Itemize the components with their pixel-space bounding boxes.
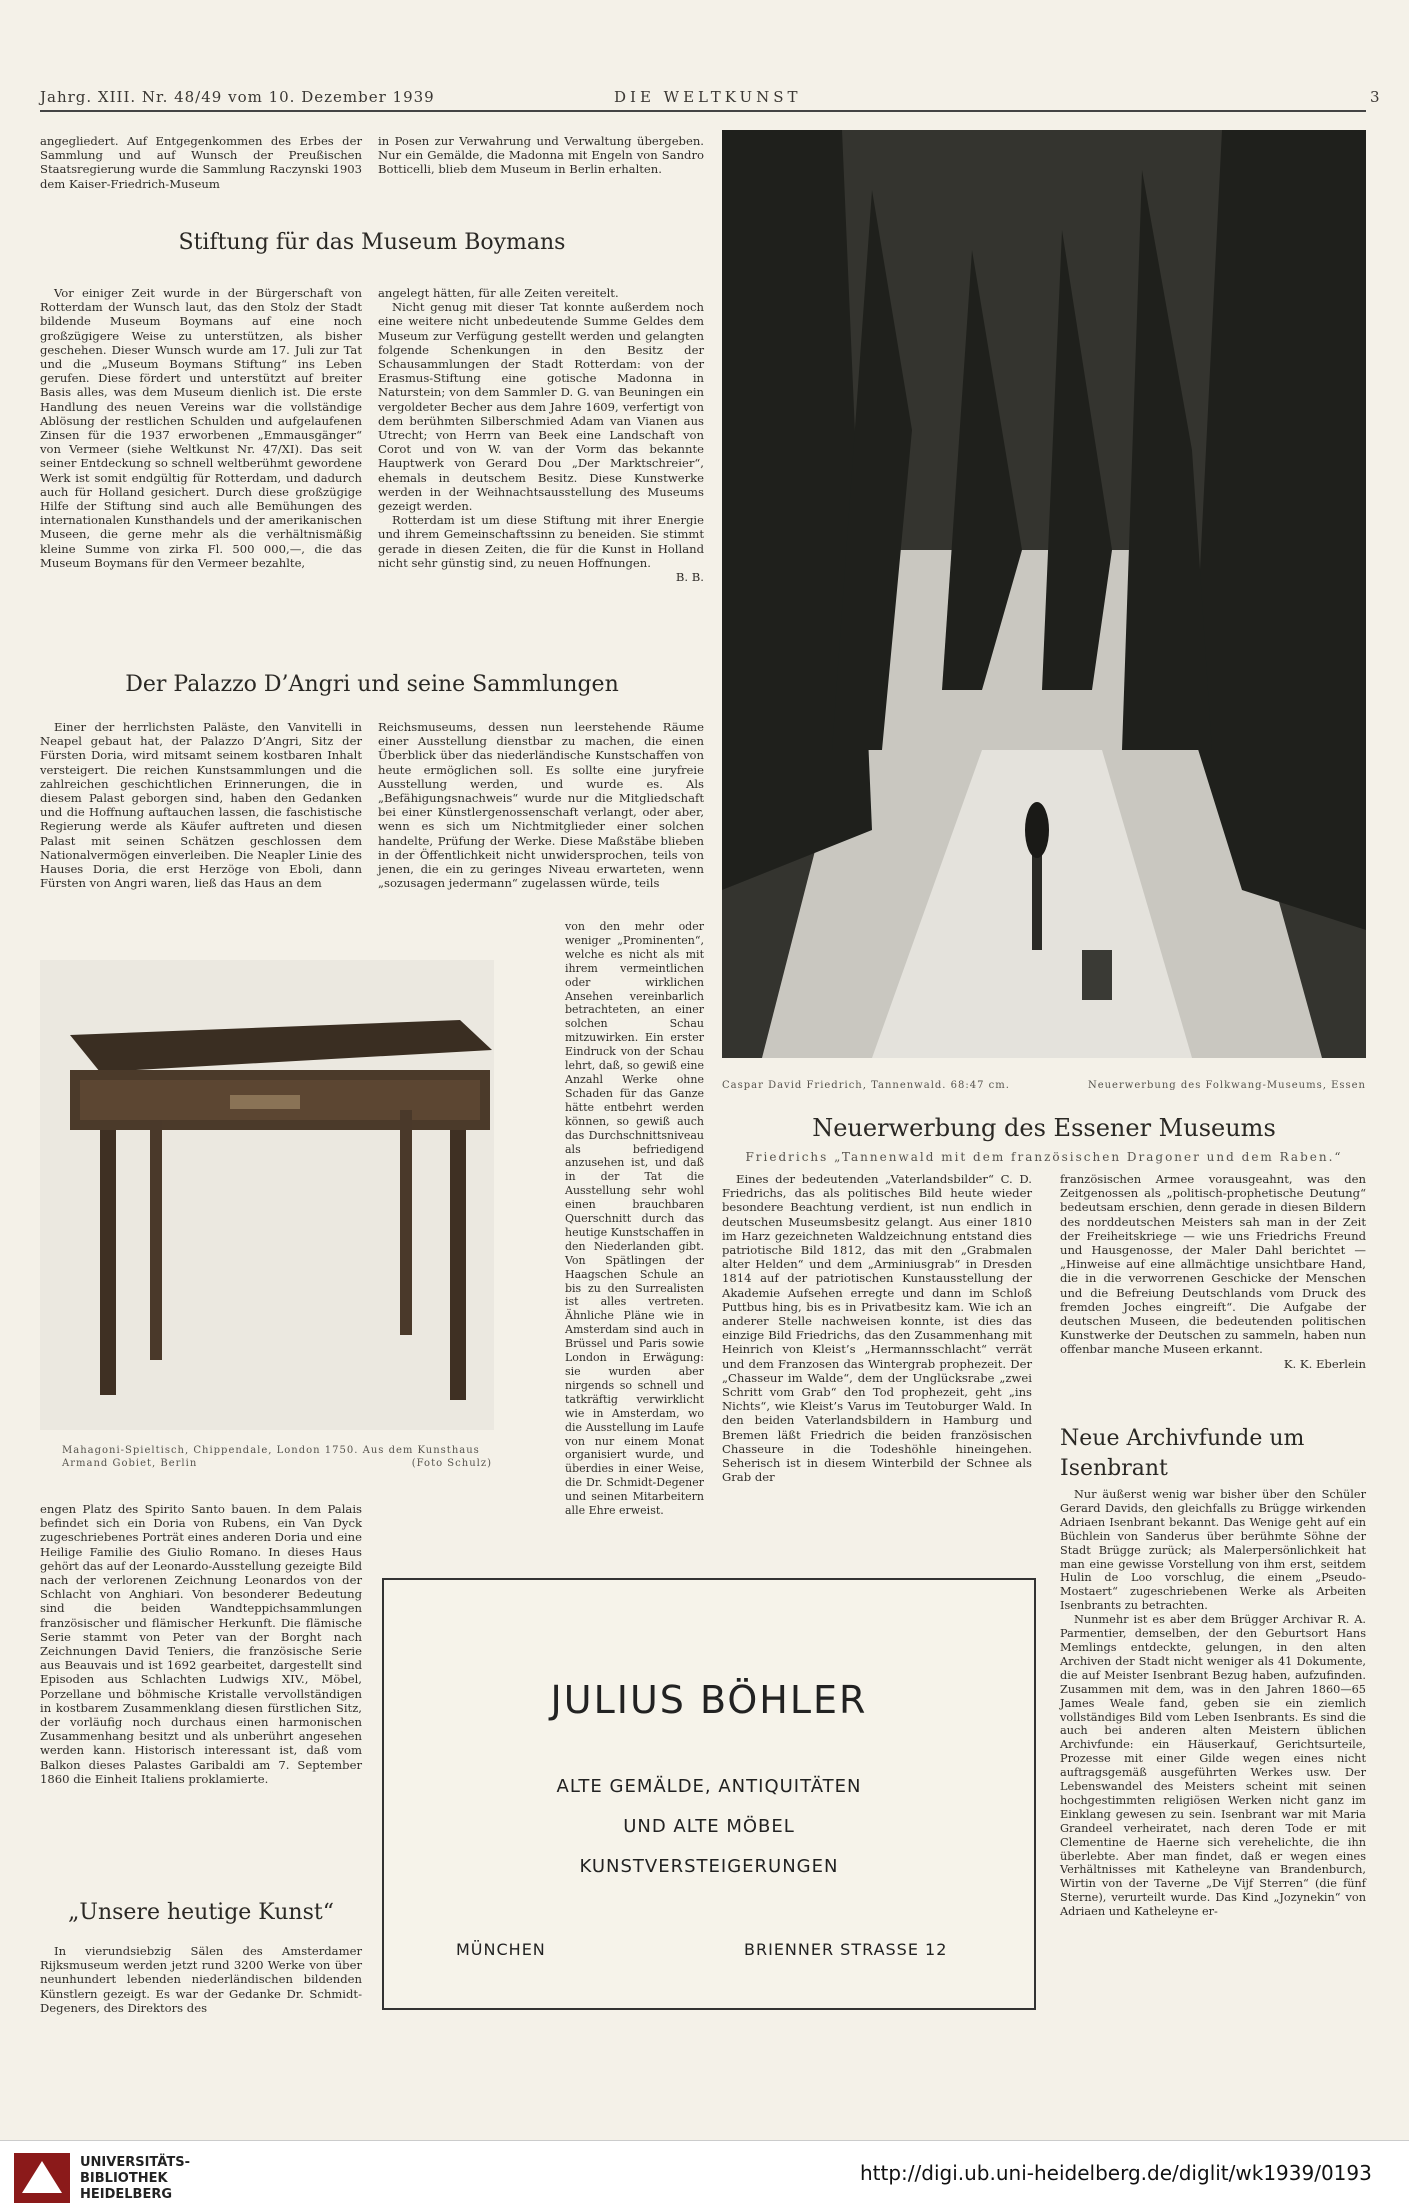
boymans-col1-text: Vor einiger Zeit wurde in der Bürgerschaft von Rotterdam der Wunsch laut, das den Stolz der Stadt bildende Museum Boymans auf eine noch großzügigere Weise zu unterstützen, als bisher geschehen. Dieser Wunsch wurde am 17. Juli zur Tat und die „Museum Boymans Stiftung“ ins Leben gerufen. Diese fördert und unterstützt auf breiter Basis alles, was dem Museum dienlich ist. Die erste Handlung des neuen Vereins war die vollständige Ablösung der restlichen Schulden und aufgelaufenen Zinsen für die 1937 erworbenen „Emmausgänger“ von Vermeer (siehe Weltkunst Nr. 47/XI). Das seit seiner Entdeckung so schnell weltberühmt gewordene Werk ist somit endgültig für Rotterdam, und dadurch auch für Holland gesichert. Durch diese großzügige Hilfe der Stiftung sind auch alle Bemühungen des internationalen Kunsthandels und der amerikanischen Museen, die gerne mehr als die verhältnismäßig kleine Summe von zirka Fl. 500 000,—, die das Museum Boymans für den Vermeer bezahlte, [40,286,362,570]
table-caption-right: (Foto Schulz) [411,1458,492,1469]
ad-address: BRIENNER STRASSE 12 [744,1940,948,1959]
boymans-col2c-text: Rotterdam ist um diese Stiftung mit ihrer Energie und ihrem Gemeinschaftssinn zu beneiden. Sie stimmt gerade in diesen Zeiten, die für die Kunst in Holland nicht sehr günstig sind, zu neuen Hoffnungen. [378,513,704,570]
painting-caption-left: Caspar David Friedrich, Tannenwald. 68:47 cm. [722,1080,1010,1091]
forest-painting-image [722,130,1366,1058]
logo-line2: BIBLIOTHEK [80,2171,168,2186]
angri-col1b [40,1502,362,1786]
source-url-link[interactable]: http://digi.ub.uni-heidelberg.de/diglit/wk1939/0193 [860,2161,1372,2185]
essen-col2 [1060,1172,1366,1371]
angri-col1-text: Einer der herrlichsten Paläste, den Vanvitelli in Neapel gebaut hat, der Palazzo D’Angri, Sitz der Fürsten Doria, wird mitsamt seinem kostbaren Inhalt versteigert. Die reichen Kunstsammlungen und die zahlreichen geschichtlichen Erinnerungen, die in diesem Palast geborgen sind, haben den Gedanken und die Hoffnung auftauchen lassen, die faschistische Regierung werde als Käufer auftreten und diesen Palast mit seinen Schätzen geschlossen dem Nationalvermögen einverleiben. Die Neapler Linie des Hauses Doria, die erst Herzöge von Eboli, dann Fürsten von Angri waren, ließ das Haus an dem [40,720,362,891]
university-seal-icon [14,2153,70,2203]
boehler-advertisement [382,1578,1036,2010]
essen-subtitle: Friedrichs „Tannenwald mit dem französischen Dragoner und dem Raben.“ [745,1150,1343,1164]
table-photo [40,960,494,1430]
kunst-col1 [40,1944,362,2015]
archiv-p1: Nur äußerst wenig war bisher über den Schüler Gerard Davids, den gleichfalls zu Brügge wirkenden Adriaen Isenbrant bekannt. Das Wenige geht auf ein Büchlein von Sanderus über berühmte Söhne der Stadt Brügge zurück; als Malerpersönlichkeit hat man eine gewisse Vorstellung von ihm erst, seitdem Hulin de Loo vorschlug, die einem „Pseudo-Mostaert“ zugeschriebenen Werke als Arbeiten Isenbrants zu betrachten. [1060,1488,1366,1613]
essen-col1-text: Eines der bedeutenden „Vaterlandsbilder“ C. D. Friedrichs, das als politisches Bild heute wieder besondere Beachtung verdient, ist nun endlich in deutschen Museumsbesitz gelangt. Aus einer 1810 im Harz gezeichneten Waldzeichnung entstand dies patriotische Bild 1812, das mit den „Grabmalen alter Helden“ und dem „Arminiusgrab“ in Dresden 1814 auf der patriotischen Kunstausstellung der Akademie Aufsehen erregte und dann im Schloß Puttbus hing, bis es in Privatbesitz kam. Wie ich an anderer Stelle nachweisen konnte, ist dies das einzige Bild Friedrichs, das den Zusammenhang mit Heinrich von Kleist’s „Hermannsschlacht“ verrät und dem Franzosen das Wintergrab prophezeit. Der „Chasseur im Walde“, dem der Unglücksrabe „zwei Schritt vom Grab“ den Tod prophezeit, geht „ins Nichts“, wie Kleist’s Varus im Teutoburger Wald. In den beiden Vaterlandsbildern in Hamburg und Bremen läßt Friedrich die beiden französischen Chasseure in die Todeshöhle hineingehen. Seherisch ist in diesem Winterbild der Schnee als Grab der [722,1172,1032,1485]
ad-city: MÜNCHEN [456,1940,546,1959]
ad-line2: UND ALTE MÖBEL [623,1816,795,1837]
logo-line1: UNIVERSITÄTS- [80,2155,190,2170]
kunst-col2top-text: Reichsmuseums, dessen nun leerstehende Räume einer Ausstellung dienstbar zu machen, die einen Überblick über das niederländische Kunstschaffen von heute ermöglichen soll. Es sollte eine juryfreie Ausstellung werden, und wurde es. Als „Befähigungsnachweis“ wurde nur die Mitgliedschaft bei einer Künstlergenossenschaft verlangt, oder aber, wenn es sich um Nichtmitglieder einer solchen handelte, Prüfung der Werke. Diese Maßstäbe blieben in der Öffentlichkeit nicht unwidersprochen, teils von jenen, die ein zu geringes Niveau erwarteten, wenn „sozusagen jedermann“ zugelassen würde, teils [378,720,704,891]
ad-line3: KUNSTVERSTEIGERUNGEN [579,1856,839,1877]
ad-line1: ALTE GEMÄLDE, ANTIQUITÄTEN [556,1776,862,1797]
archiv-text [1060,1488,1366,1919]
boymans-col2b-text: Nicht genug mit dieser Tat konnte außerdem noch eine weitere nicht unbedeutende Summe Geldes dem Museum zur Verfügung gestellt werden und gelangten folgende Schenkungen in den Besitz der Schausammlungen der Stadt Rotterdam: von der Erasmus-Stiftung eine gotische Madonna in Naturstein; von dem Sammler D. G. van Beuningen ein vergoldeter Becher aus dem Jahre 1609, verfertigt von dem berühmten Silberschmied Adam van Vianen aus Utrecht; von Herrn van Beek eine Landschaft von Corot und von W. van der Vorm das bekannte Hauptwerk von Gerard Dou „Der Marktschreier“, ehemals in deutschem Besitz. Diese Kunstwerke werden in der Weihnachtsausstellung des Museums gezeigt werden. [378,300,704,514]
boymans-signature: B. B. [675,570,704,585]
painting-caption [722,1080,1366,1091]
angri-col1 [40,720,362,890]
angri-col1b-text: engen Platz des Spirito Santo bauen. In dem Palais befindet sich ein Doria von Rubens, ein Van Dyck zugeschriebenes Porträt eines anderen Doria und eine Heilige Familie des Giulio Romano. In dieses Haus gehört das auf der Leonardo-Ausstellung gezeigte Bild nach der verlorenen Zeichnung Leonardos von der Schlacht von Anghiari. Von besonderer Bedeutung sind die beiden Wandteppichsammlungen französischer und flämischer Herkunft. Die flämische Serie stammt von Peter van der Borght nach Zeichnungen David Teniers, die französische Serie aus Beauvais und ist 1692 gearbeitet, dargestellt sind Episoden aus Schlachten Ludwigs XIV., Möbel, Porzellane und böhmische Kristalle vervollständigen in kostbarem Zusammenklang diesen fürstlichen Sitz, der vorläufig noch durchaus einen harmonischen Zusammenhang besitzt und als unberührt angesehen werden kann. Historisch interessant ist, daß vom Balkon dieses Palastes Garibaldi am 7. September 1860 die Einheit Italiens proklamierte. [40,1502,362,1786]
angri-title: Der Palazzo D’Angri und seine Sammlungen [125,672,619,697]
boymans-col1 [40,286,362,570]
kunst-col2-narrow [565,920,704,1518]
painting-caption-right: Neuerwerbung des Folkwang-Museums, Essen [1087,1080,1366,1091]
table-caption-left: Mahagoni-Spieltisch, Chippendale, London 1750. Aus dem Kunsthaus Armand Gobiet, Berlin [62,1445,480,1469]
ad-company-name: JULIUS BÖHLER [550,1678,868,1722]
kunst-col2narrow-text: von den mehr oder weniger „Prominenten“, welche es nicht als mit ihrem vermeintlichen oder wirklichen Ansehen vereinbarlich betrachteten, an einer solchen Schau mitzuwirken. Ein erster Eindruck von der Schau lehrt, daß, so gewiß eine Anzahl Werke ohne Schaden für das Ganze hätte entbehrt werden können, so gewiß auch das Durchschnittsniveau als befriedigend anzusehen ist, und daß in der Tat die Ausstellung sehr wohl einen brauchbaren Querschnitt durch das heutige Kunstschaffen in den Niederlanden gibt. Von Spätlingen der Haagschen Schule an bis zu den Surrealisten ist alles vertreten. Ähnliche Pläne wie in Amsterdam sind auch in Brüssel und Paris sowie London in Erwägung: sie wurden aber nirgends so schnell und tatkräftig verwirklicht wie in Amsterdam, wo die Ausstellung im Laufe von nur einem Monat organisiert wurde, und überdies in einer Weise, die Dr. Schmidt-Degener und seinen Mitarbeitern alle Ehre erweist. [565,920,704,1518]
kunst-col2-top [378,720,704,890]
intro-col2 [378,134,704,177]
boymans-col2a-text: angelegt hätten, für alle Zeiten vereitelt. [378,286,619,300]
table-caption [62,1444,492,1470]
mahogany-table-image [40,960,494,1430]
intro-col1 [40,134,362,191]
archiv-title: Neue Archivfunde um Isenbrant [1060,1426,1305,1481]
kunst-col1-text: In vierundsiebzig Sälen des Amsterdamer Rijksmuseum werden jetzt rund 3200 Werke von über neunhundert lebenden niederländischen bildenden Künstlern gezeigt. Es war der Gedanke Dr. Schmidt-Degeners, des Direktors des [40,1944,362,2015]
friedrich-painting [722,130,1366,1058]
essen-signature: K. K. Eberlein [1283,1356,1366,1371]
essen-title: Neuerwerbung des Essener Museums [812,1114,1276,1142]
page-number: 3 [1370,88,1381,106]
header-rule [40,110,1366,112]
archiv-p2: Nunmehr ist es aber dem Brügger Archivar R. A. Parmentier, demselben, der den Geburtsort Hans Memlings entdeckte, gelungen, in den alten Archiven der Stadt nicht weniger als 41 Dokumente, die auf Meister Isenbrant Bezug haben, aufzufinden. Zusammen mit dem, was in den Jahren 1860—65 James Weale fand, geben sie ein ziemlich vollständiges Bild vom Leben Isenbrants. Es sind die auch bei anderen alten Meistern üblichen Archivfunde: ein Häuserkauf, Gerichtsurteile, Prozesse mit einer Gilde wegen eines nicht auftragsgemäß ausgeführten Werkes usw. Der Lebenswandel des Meisters scheint mit seinen hochgestimmten religiösen Werken nicht ganz im Einklang gewesen zu sein. Isenbrant war mit Maria Grandeel verheiratet, nach deren Tode er mit Clementine de Haerne sich verehelichte, die ihn überlebte. Aber man findet, daß er wegen eines Verhältnisses mit Katheleyne van Brandenburch, Wirtin von der Taverne „De Vijf Sterren“ (die fünf Sterne), verurteilt wurde. Das Kind „Jozynekin“ von Adriaen und Katheleyne er- [1060,1613,1366,1919]
boymans-title: Stiftung für das Museum Boymans [178,230,566,255]
kunst-title: „Unsere heutige Kunst“ [68,1900,334,1925]
issue-line: Jahrg. XIII. Nr. 48/49 vom 10. Dezember 1939 [40,88,435,106]
boymans-col2 [378,286,704,584]
essen-col1 [722,1172,1032,1484]
intro-col2-text: in Posen zur Verwahrung und Verwaltung übergeben. Nur ein Gemälde, die Madonna mit Engeln von Sandro Botticelli, blieb dem Museum in Berlin erhalten. [378,134,704,177]
logo-line3: HEIDELBERG [80,2187,173,2202]
intro-col1-text: angegliedert. Auf Entgegenkommen des Erbes der Sammlung und auf Wunsch der Preußischen Staatsregierung wurde die Sammlung Raczynski 1903 dem Kaiser-Friedrich-Museum [40,134,362,191]
essen-col2-text: französischen Armee vorausgeahnt, was den Zeitgenossen als „politisch-prophetische Deutung“ bedeutsam erschien, denn gerade in diesen Bildern des norddeutschen Meisters sah man in der Zeit der Freiheitskriege — wie uns Friedrichs Freund und Hausgenosse, der Maler Dahl berichtet — „Hinweise auf eine allmächtige unsichtbare Hand, die in die verworrenen Geschicke der Menschen und die Befreiung Deutschlands vom Druck des fremden Joches eingreift“. Die Aufgabe der deutschen Museen, die bedeutenden politischen Kunstwerke der Deutschen zu sammeln, haben nun offenbar manche Museen erkannt. [1060,1172,1366,1357]
masthead: DIE WELTKUNST [614,88,802,106]
footer-bar [0,2140,1409,2212]
